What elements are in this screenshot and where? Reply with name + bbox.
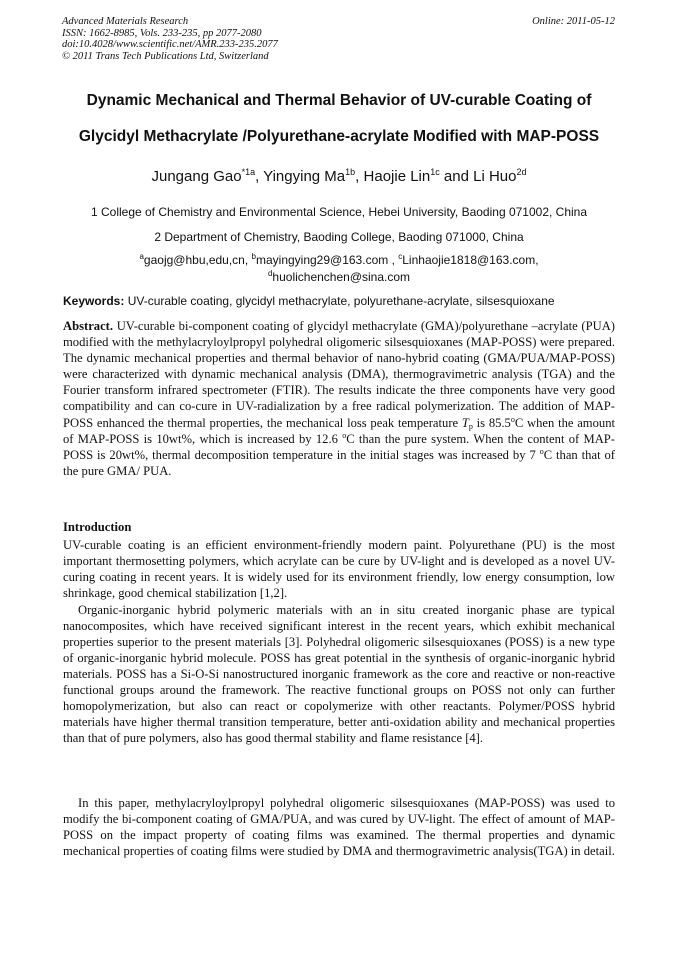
author-name: Li Huo	[473, 168, 517, 185]
email-address: huolichenchen@sina.com	[272, 270, 411, 284]
email-address: Linhaojie1818@163.com,	[402, 253, 539, 267]
abstract-text: is 85.5	[472, 415, 511, 430]
author-list	[20, 168, 658, 185]
abstract-text: UV-curable bi-component coating of glycidyl methacrylate (GMA)/polyurethane –acrylate (PUA) modified with the methylacryloylpropyl polyhedral oligomeric silsesquioxanes (MAP-POSS) were prepared. The dynamic mechanical properties and thermal behavior of nano-hybrid coating (GMA/PUA/MAP-POSS) were characterized with dynamic mechanical analysis (DMA), thermogravimetric analysis (TGA) and the Fourier transform infrared spectrometer (FTIR). The results indicate the three components have very good compatibility and can co-cure in UV-radialization by a free radical polymerization. The addition of MAP-POSS enhanced the thermal properties, the mechanical loss peak temperature	[63, 319, 615, 430]
keywords-label: Keywords:	[63, 294, 125, 308]
intro-paragraph-3: In this paper, methylacryloylpropyl polyhedral oligomeric silsesquioxanes (MAP-POSS) was used to modify the bi-component coating of GMA/PUA, and was cured by UV-light. The effect of amount of MAP-POSS on the impact property of coating films was examined. The thermal properties and dynamic mechanical properties of coating films were studied by DMA and thermogravimetric analysis(TGA) in detail.	[63, 795, 615, 858]
email-mark: c	[398, 252, 403, 261]
journal-copyright: © 2011 Trans Tech Publications Ltd, Switzerland	[62, 50, 269, 62]
email-mark: d	[267, 269, 273, 278]
abstract-text: C than that of the pure GMA/ PUA.	[63, 447, 615, 478]
author-separator: ,	[355, 168, 364, 185]
degree-mark: o	[342, 430, 347, 440]
email-address: mayingying29@163.com ,	[255, 253, 399, 267]
abstract	[63, 318, 615, 479]
journal-issn: ISSN: 1662-8985, Vols. 233-235, pp 2077-2080	[62, 27, 262, 39]
online-date: Online: 2011-05-12	[532, 16, 615, 27]
abstract-label: Abstract.	[63, 319, 114, 333]
author-affiliation-mark: 1b	[345, 167, 356, 177]
affiliation-2: 2 Department of Chemistry, Baoding College, Baoding 071000, China	[154, 230, 524, 244]
email-mark: a	[139, 252, 144, 261]
email-line-1	[20, 253, 658, 267]
intro-paragraph-2: Organic-inorganic hybrid polymeric materials with an in situ created inorganic phase are typical nanocomposites, which have received significant interest in the recent years, which exhibit mechanical properties superior to the present materials [3]. Polyhedral oligomeric silsesquioxanes (POSS) is a new type of organic-inorganic hybrid molecule. POSS has great potential in the synthesis of organic-inorganic hybrid materials. POSS has a Si-O-Si nanostructured inorganic framework as the core and reactive or non-reactive functional groups around the framework. The reactive functional groups on POSS not only can further homopolymerization, but also can react or copolymerize with other reactants. Polymer/POSS hybrid materials have higher thermal transition temperature, better anti-oxidation ability and mechanical properties than that of pure polymers, also has good thermal stability and flame resistance [4].	[63, 602, 615, 746]
abstract-text: C than the pure system. When the content of MAP-POSS is 20wt%, thermal decomposition temperature in the initial stages was increased by 7	[63, 431, 615, 462]
author-affiliation-mark: 2d	[516, 167, 527, 177]
keywords-text: UV-curable coating, glycidyl methacrylate, polyurethane-acrylate, silsesquioxane	[124, 294, 555, 308]
symbol-tp: T	[461, 415, 469, 430]
intro-paragraph-1: UV-curable coating is an efficient environment-friendly modern paint. Polyurethane (PU) is the most important thermosetting polymers, which acrylate can be cure by UV-light and is developed as a novel UV-curing coating in recent years. It is widely used for its environment friendly, low energy consumption, low shrinkage, good chemical stabilization [1,2].	[63, 538, 615, 601]
author-separator: ,	[255, 168, 264, 185]
section-heading-introduction: Introduction	[63, 520, 132, 534]
author-name: Jungang Gao	[151, 168, 242, 185]
symbol-tp-subscript: p	[468, 421, 473, 431]
paper-title-line-2: Glycidyl Methacrylate /Polyurethane-acrylate Modified with MAP-POSS	[78, 128, 600, 145]
author-name: Yingying Ma	[263, 168, 346, 185]
affiliation-1: 1 College of Chemistry and Environmental Science, Hebei University, Baoding 071002, China	[90, 205, 588, 219]
journal-doi: doi:10.4028/www.scientific.net/AMR.233-235.2077	[62, 39, 278, 50]
keywords	[63, 294, 555, 308]
abstract-text: C when the amount of MAP-POSS is 10wt%, which is increased by 12.6	[63, 415, 615, 446]
paper-title-line-1: Dynamic Mechanical and Thermal Behavior of UV-curable Coating of	[86, 92, 592, 109]
journal-name: Advanced Materials Research	[62, 16, 189, 27]
author-affiliation-mark: *1a	[241, 167, 256, 177]
email-address: gaojg@hbu,edu,cn,	[143, 253, 252, 267]
author-conjunction: and	[439, 168, 474, 185]
email-line-2	[20, 270, 658, 284]
email-mark: b	[251, 252, 256, 261]
degree-mark: o	[539, 446, 544, 456]
author-name: Haojie Lin	[363, 168, 431, 185]
author-affiliation-mark: 1c	[430, 167, 440, 177]
degree-mark: o	[510, 414, 515, 424]
